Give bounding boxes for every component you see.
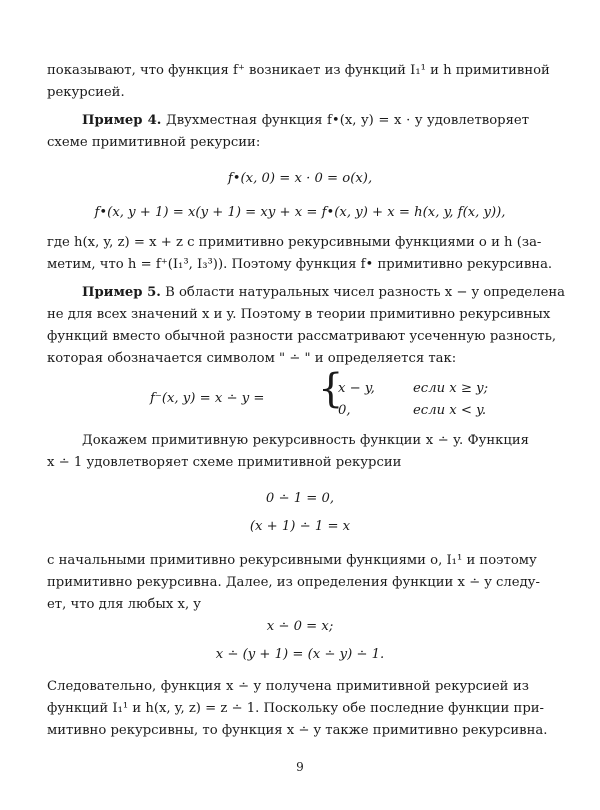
equation: f•(x, y + 1) = x(y + 1) = xy + x = f•(x, y) + x = h(x, y, f(x, y)), [94,205,506,220]
page-number: 9 [296,760,304,774]
equation: f•(x, 0) = x · 0 = o(x), [227,171,373,186]
brace-symbol: { [318,366,344,412]
equation: 0 ∸ 1 = 0, [265,491,335,506]
text-line: не для всех значений x и y. Поэтому в теории примитивно рекурсивных [47,307,551,322]
example-4-line [82,112,529,130]
text-line: ет, что для любых x, y [47,597,201,612]
text-line: рекурсией. [47,85,125,100]
example-5-line [82,284,566,302]
text-line: функций вместо обычной разности рассматривают усеченную разность, [47,329,557,344]
text-line: x ∸ 1 удовлетворяет схеме примитивной рекурсии [47,455,402,470]
case-condition: если x ≥ y; [413,381,489,396]
example-4-text: Двухместная функция f•(x, y) = x · y удовлетворяет [166,113,529,128]
text-line: Следовательно, функция x ∸ y получена примитивной рекурсией из [47,679,529,694]
equation: (x + 1) ∸ 1 = x [249,519,351,534]
text-line: митивно рекурсивны, то функция x ∸ y также примитивно рекурсивна. [47,723,548,738]
text-line: метим, что h = f⁺(I₁³, I₃³)). Поэтому функция f• примитивно рекурсивна. [47,257,553,272]
text-line: функций I₁¹ и h(x, y, z) = z ∸ 1. Поскольку обе последние функции при- [47,701,545,716]
text-line: примитивно рекурсивна. Далее, из определения функции x ∸ y следу- [47,575,540,590]
equation: x ∸ 0 = x; [266,619,334,634]
example-4-label: Пример 4. [82,113,162,128]
example-5-label: Пример 5. [82,285,161,300]
text-line: Докажем примитивную рекурсивность функции x ∸ y. Функция [82,433,529,448]
text-line: которая обозначается символом " ∸ " и определяется так: [47,351,457,366]
definition-lhs: f⁻(x, y) = x ∸ y = [150,391,265,406]
text-line: показывают, что функция f⁺ возникает из функций I₁¹ и h примитивной [47,63,550,78]
case-value: 0, [338,403,351,418]
text-line: где h(x, y, z) = x + z с примитивно рекурсивными функциями o и h (за- [47,235,542,250]
text-line: с начальными примитивно рекурсивными функциями o, I₁¹ и поэтому [47,553,537,568]
text-line: схеме примитивной рекурсии: [47,135,261,150]
example-5-text: В области натуральных чисел разность x − y определена [165,285,566,300]
case-condition: если x < y. [413,403,487,418]
equation: x ∸ (y + 1) = (x ∸ y) ∸ 1. [215,647,385,662]
case-value: x − y, [338,381,375,396]
